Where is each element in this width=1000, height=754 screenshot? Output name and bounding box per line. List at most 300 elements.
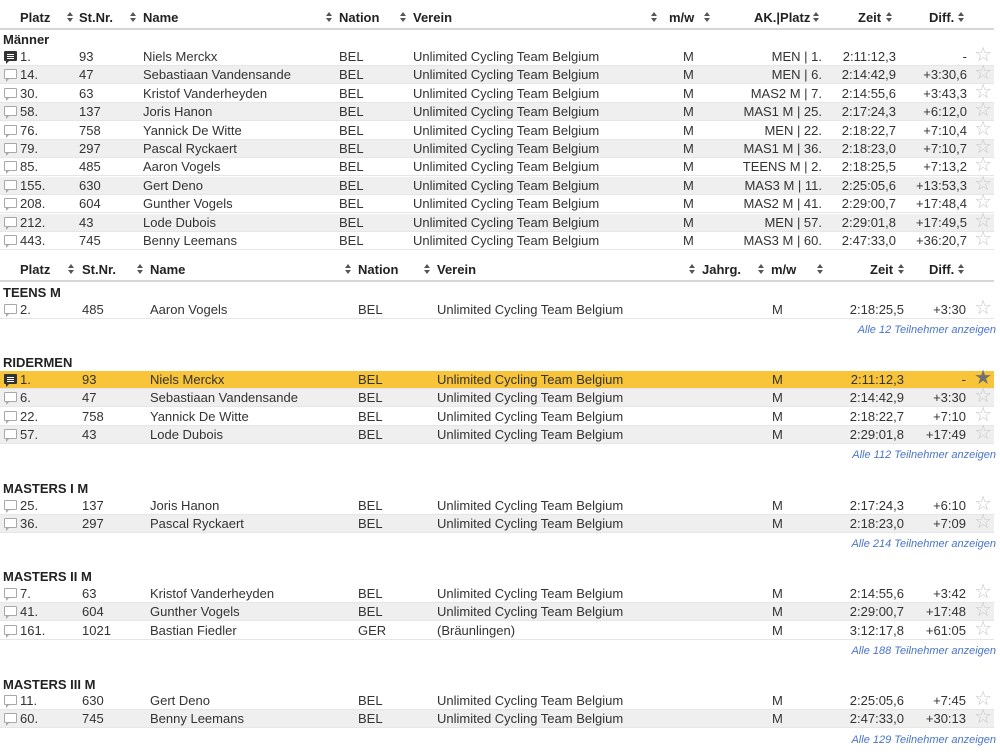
cell-mw: M [683,214,694,230]
group-title: MASTERS I M [3,481,89,496]
cell-platz: 79. [20,141,39,156]
cell-nation: BEL [339,104,364,120]
table-row[interactable] [0,191,994,214]
sort-icon[interactable] [345,264,352,275]
sort-icon[interactable] [704,12,711,23]
cell-name[interactable]: Benny Leemans [143,233,237,248]
cell-diff: +7:13,2 [923,159,967,175]
cell-nation: BEL [339,49,364,64]
cell-zeit: 2:18:25,5 [841,159,896,175]
sort-icon[interactable] [758,264,765,275]
star-icon[interactable]: ☆ [974,422,992,445]
table-row[interactable] [0,599,994,622]
sort-icon[interactable] [817,264,824,275]
cell-nation: BEL [339,122,364,138]
star-icon[interactable]: ☆ [974,403,992,426]
table-row[interactable] [0,44,994,66]
group-title: MASTERS II M [3,569,92,584]
cell-platz: 41. [20,604,39,620]
cell-verein: Unlimited Cycling Team Belgium [437,302,624,317]
cell-name[interactable]: Benny Leemans [150,711,244,727]
cell-ak-platz: MAS1 M | 25. [743,104,822,120]
cell-diff: +17:48,4 [916,196,967,212]
cell-nation: BEL [358,408,383,424]
cell-nation: BEL [358,372,383,387]
cell-platz: 25. [20,498,39,513]
cell-name[interactable]: Bastian Fiedler [150,622,237,638]
star-icon[interactable]: ☆ [974,80,992,103]
cell-ak-platz: MEN | 1. [771,49,822,64]
star-icon[interactable]: ☆ [974,385,992,408]
sort-icon[interactable] [130,12,137,23]
cell-zeit: 2:14:55,6 [849,586,904,601]
group-title: TEENS M [3,285,61,300]
cell-platz: 155. [20,177,46,193]
cell-nation: BEL [339,177,364,193]
column-header-stnr[interactable]: St.Nr. [79,10,113,25]
show-all-participants-link[interactable]: Alle 12 Teilnehmer anzeigen [857,324,996,336]
cell-zeit: 2:14:42,9 [849,390,904,406]
cell-platz: 58. [20,104,39,120]
comment-icon[interactable] [4,518,17,528]
star-icon[interactable]: ☆ [974,62,992,85]
cell-stnr: 93 [79,49,94,64]
star-icon[interactable]: ☆ [974,706,992,729]
cell-mw: M [772,390,783,406]
star-icon[interactable]: ☆ [974,44,992,66]
cell-diff: +17:48 [925,604,966,620]
cell-zeit: 2:47:33,0 [841,233,896,248]
cell-verein: Unlimited Cycling Team Belgium [437,711,624,727]
cell-diff: +7:10 [933,408,966,424]
cell-mw: M [772,302,783,317]
cell-diff: +13:53,3 [916,177,967,193]
cell-zeit: 2:18:23,0 [841,141,896,156]
cell-stnr: 604 [79,196,101,212]
comment-icon[interactable] [4,713,17,723]
column-header-zeit[interactable]: Zeit [870,262,894,277]
star-icon[interactable]: ☆ [974,99,992,122]
comment-icon[interactable] [4,625,17,635]
cell-stnr: 137 [79,104,101,120]
sort-icon[interactable] [813,12,820,23]
cell-name[interactable]: Joris Hanon [143,104,213,120]
cell-zeit: 2:18:22,7 [841,122,896,138]
cell-stnr: 485 [82,302,104,317]
cell-mw: M [772,586,783,601]
column-header-name[interactable]: Name [143,10,179,25]
cell-mw: M [772,427,783,443]
cell-nation: BEL [339,67,364,83]
cell-nation: BEL [339,159,364,175]
table-row[interactable] [0,80,994,103]
table-row[interactable] [0,581,994,603]
table-row[interactable] [0,136,994,158]
cell-stnr: 43 [82,427,97,443]
cell-name[interactable]: Joris Hanon [150,498,220,513]
cell-name[interactable]: Yannick De Witte [143,122,242,138]
show-all-participants-link[interactable]: Alle 188 Teilnehmer anzeigen [851,645,996,657]
cell-nation: BEL [358,498,383,513]
cell-platz: 36. [20,516,39,532]
cell-name[interactable]: Yannick De Witte [150,408,249,424]
cell-mw: M [683,122,694,138]
cell-nation: BEL [358,427,383,443]
cell-platz: 60. [20,711,39,727]
sort-icon[interactable] [67,12,74,23]
cell-nation: BEL [339,141,364,156]
cell-name[interactable]: Lode Dubois [150,427,223,443]
cell-stnr: 137 [82,498,104,513]
cell-platz: 6. [20,390,31,406]
cell-ak-platz: MEN | 6. [771,67,822,83]
table-row[interactable] [0,172,994,195]
cell-verein: Unlimited Cycling Team Belgium [437,604,624,620]
cell-platz: 161. [20,622,46,638]
group-title: MASTERS III M [3,677,96,692]
table-row[interactable] [0,154,994,177]
cell-zeit: 2:25:05,6 [841,177,896,193]
cell-platz: 76. [20,122,39,138]
cell-diff: +7:10,4 [923,122,967,138]
cell-mw: M [772,498,783,513]
cell-nation: GER [358,622,387,638]
cell-nation: BEL [339,233,364,248]
comment-icon[interactable] [4,606,17,616]
cell-name[interactable]: Aaron Vogels [150,302,228,317]
comment-icon[interactable] [4,88,17,98]
sort-icon[interactable] [651,12,658,23]
cell-nation: BEL [339,214,364,230]
star-icon[interactable]: ☆ [974,511,992,534]
table-row[interactable] [0,367,994,389]
cell-diff: +6:12,0 [923,104,967,120]
comment-icon[interactable] [4,180,17,190]
star-icon[interactable]: ☆ [974,297,992,319]
star-icon[interactable]: ☆ [974,228,992,250]
cell-mw: M [683,141,694,156]
cell-stnr: 297 [79,141,101,156]
cell-platz: 22. [20,408,39,424]
star-icon[interactable]: ☆ [974,581,992,603]
cell-verein: Unlimited Cycling Team Belgium [413,122,600,138]
table-row[interactable] [0,706,994,729]
cell-nation: BEL [358,586,383,601]
cell-zeit: 2:47:33,0 [849,711,904,727]
results-header-category [0,256,994,282]
cell-mw: M [772,711,783,727]
cell-platz: 212. [20,214,46,230]
star-icon[interactable]: ☆ [974,117,992,140]
cell-nation: BEL [339,196,364,212]
cell-zeit: 2:14:42,9 [841,67,896,83]
sort-icon[interactable] [886,12,893,23]
cell-verein: Unlimited Cycling Team Belgium [437,427,624,443]
column-header-jahrg[interactable]: Jahrg. [702,262,742,277]
cell-platz: 2. [20,302,31,317]
cell-name[interactable]: Pascal Ryckaert [150,516,244,532]
cell-mw: M [683,67,694,83]
cell-nation: BEL [358,302,383,317]
cell-name[interactable]: Aaron Vogels [143,159,221,175]
table-row[interactable] [0,493,994,515]
cell-platz: 85. [20,159,39,175]
cell-name[interactable]: Gert Deno [150,693,210,708]
cell-verein: Unlimited Cycling Team Belgium [413,177,600,193]
cell-diff: - [961,372,966,387]
cell-mw: M [683,233,694,248]
cell-platz: 30. [20,85,39,101]
cell-platz: 1. [20,49,31,64]
cell-mw: M [683,196,694,212]
cell-ak-platz: MAS1 M | 36. [743,141,822,156]
comment-icon[interactable] [4,695,17,705]
star-icon[interactable]: ☆ [974,191,992,214]
table-row[interactable] [0,422,994,445]
cell-verein: Unlimited Cycling Team Belgium [437,693,624,708]
cell-stnr: 1021 [82,622,111,638]
cell-platz: 7. [20,586,31,601]
cell-diff: +3:43,3 [923,85,967,101]
cell-zeit: 2:29:00,7 [849,604,904,620]
comment-icon[interactable] [4,374,17,384]
cell-name[interactable]: Niels Merckx [143,49,218,64]
column-header-nation[interactable]: Nation [358,262,399,277]
cell-mw: M [772,408,783,424]
column-header-mw[interactable]: m/w [771,262,797,277]
sort-icon[interactable] [689,264,696,275]
column-header-diff[interactable]: Diff. [929,262,955,277]
cell-diff: +36:20,7 [916,233,967,248]
cell-zeit: 2:29:01,8 [849,427,904,443]
star-icon[interactable]: ☆ [974,617,992,640]
table-row[interactable] [0,511,994,534]
column-header-name[interactable]: Name [150,262,186,277]
star-icon[interactable]: ☆ [974,209,992,232]
cell-name[interactable]: Niels Merckx [150,372,225,387]
cell-diff: +3:42 [933,586,966,601]
cell-diff: +7:09 [933,516,966,532]
cell-verein: Unlimited Cycling Team Belgium [413,214,600,230]
sort-icon[interactable] [137,264,144,275]
comment-icon[interactable] [4,500,17,510]
star-icon[interactable]: ☆ [974,493,992,515]
comment-icon[interactable] [4,411,17,421]
cell-verein: Unlimited Cycling Team Belgium [413,49,600,64]
cell-diff: +6:10 [933,498,966,513]
cell-stnr: 745 [79,233,101,248]
table-row[interactable] [0,228,994,250]
cell-name[interactable]: Pascal Ryckaert [143,141,237,156]
cell-mw: M [683,159,694,175]
comment-icon[interactable] [4,429,17,439]
cell-stnr: 47 [82,390,97,406]
column-header-nation[interactable]: Nation [339,10,380,25]
cell-platz: 14. [20,67,39,83]
cell-mw: M [683,177,694,193]
cell-diff: +7:10,7 [923,141,967,156]
column-header-zeit[interactable]: Zeit [858,10,882,25]
cell-name[interactable]: Gunther Vogels [143,196,233,212]
cell-diff: - [962,49,967,64]
cell-zeit: 2:18:22,7 [849,408,904,424]
comment-icon[interactable] [4,106,17,116]
sort-icon[interactable] [400,12,407,23]
cell-stnr: 630 [79,177,101,193]
star-icon[interactable]: ☆ [974,688,992,710]
comment-icon[interactable] [4,235,17,245]
cell-zeit: 2:29:01,8 [841,214,896,230]
cell-nation: BEL [358,390,383,406]
table-row[interactable] [0,688,994,710]
show-all-participants-link[interactable]: Alle 112 Teilnehmer anzeigen [852,449,996,461]
comment-icon[interactable] [4,217,17,227]
column-header-platz[interactable]: Platz [20,262,51,277]
star-icon[interactable]: ★ [974,367,992,389]
cell-diff: +61:05 [925,622,966,638]
star-icon[interactable]: ☆ [974,154,992,177]
cell-name[interactable]: Gert Deno [143,177,203,193]
cell-ak-platz: MAS2 M | 41. [743,196,822,212]
table-row[interactable] [0,99,994,122]
comment-icon[interactable] [4,198,17,208]
cell-stnr: 485 [79,159,101,175]
column-header-platz[interactable]: Platz [20,10,51,25]
star-icon[interactable]: ☆ [974,136,992,158]
cell-name[interactable]: Lode Dubois [143,214,216,230]
star-icon[interactable]: ☆ [974,172,992,195]
cell-stnr: 745 [82,711,104,727]
cell-mw: M [772,516,783,532]
cell-stnr: 63 [82,586,97,601]
column-header-verein[interactable]: Verein [413,10,453,25]
comment-icon[interactable] [4,392,17,402]
show-all-participants-link[interactable]: Alle 214 Teilnehmer anzeigen [851,538,996,550]
sort-icon[interactable] [326,12,333,23]
cell-diff: +30:13 [925,711,966,727]
cell-nation: BEL [358,604,383,620]
cell-stnr: 297 [82,516,104,532]
cell-verein: Unlimited Cycling Team Belgium [437,516,624,532]
sort-icon[interactable] [958,264,965,275]
cell-platz: 11. [20,693,38,708]
cell-verein: Unlimited Cycling Team Belgium [413,104,600,120]
cell-stnr: 93 [82,372,97,387]
comment-icon[interactable] [4,304,17,314]
sort-icon[interactable] [68,264,75,275]
cell-nation: BEL [358,516,383,532]
cell-stnr: 758 [82,408,104,424]
cell-mw: M [683,104,694,120]
cell-verein: Unlimited Cycling Team Belgium [413,196,600,212]
column-header-mw[interactable]: m/w [669,10,695,25]
cell-zeit: 2:18:23,0 [849,516,904,532]
table-row[interactable] [0,209,994,232]
cell-stnr: 47 [79,67,94,83]
comment-icon[interactable] [4,161,17,171]
cell-verein: Unlimited Cycling Team Belgium [413,233,600,248]
cell-mw: M [772,372,783,387]
cell-verein: Unlimited Cycling Team Belgium [437,498,624,513]
cell-ak-platz: MEN | 22. [764,122,822,138]
cell-verein: Unlimited Cycling Team Belgium [413,141,600,156]
cell-diff: +3:30 [933,302,966,317]
cell-diff: +17:49,5 [916,214,967,230]
cell-mw: M [683,85,694,101]
cell-verein: Unlimited Cycling Team Belgium [413,85,600,101]
group-title: Männer [3,32,50,47]
cell-nation: BEL [339,85,364,101]
table-row[interactable] [0,62,994,85]
table-row[interactable] [0,403,994,426]
cell-verein: Unlimited Cycling Team Belgium [437,372,624,387]
cell-diff: +17:49 [925,427,966,443]
cell-verein: Unlimited Cycling Team Belgium [413,159,600,175]
cell-name[interactable]: Kristof Vanderheyden [150,586,275,601]
table-row[interactable] [0,297,994,319]
cell-zeit: 2:14:55,6 [841,85,896,101]
cell-name[interactable]: Gunther Vogels [150,604,240,620]
comment-icon[interactable] [4,51,17,61]
column-header-ak-platz[interactable]: AK.|Platz [754,10,811,25]
comment-icon[interactable] [4,143,17,153]
star-icon[interactable]: ☆ [974,599,992,622]
cell-zeit: 2:29:00,7 [841,196,896,212]
cell-platz: 57. [20,427,39,443]
comment-icon[interactable] [4,69,17,79]
cell-ak-platz: TEENS M | 2. [742,159,822,175]
group-title: RIDERMEN [3,355,73,370]
results-header-overall [0,4,994,30]
cell-verein: Unlimited Cycling Team Belgium [437,408,624,424]
cell-name[interactable]: Sebastiaan Vandensande [150,390,298,406]
table-row[interactable] [0,385,994,408]
cell-stnr: 604 [82,604,104,620]
cell-nation: BEL [358,693,383,708]
cell-name[interactable]: Kristof Vanderheyden [143,85,268,101]
sort-icon[interactable] [898,264,905,275]
comment-icon[interactable] [4,588,17,598]
cell-diff: +3:30,6 [923,67,967,83]
cell-stnr: 63 [79,85,94,101]
cell-diff: +3:30 [933,390,966,406]
sort-icon[interactable] [958,12,965,23]
cell-diff: +7:45 [933,693,966,708]
sort-icon[interactable] [424,264,431,275]
cell-zeit: 2:11:12,3 [850,372,904,387]
comment-icon[interactable] [4,125,17,135]
column-header-verein[interactable]: Verein [437,262,477,277]
cell-stnr: 43 [79,214,94,230]
cell-stnr: 758 [79,122,101,138]
table-row[interactable] [0,117,994,140]
column-header-diff[interactable]: Diff. [929,10,955,25]
cell-name[interactable]: Sebastiaan Vandensande [143,67,291,83]
cell-mw: M [772,622,783,638]
cell-mw: M [772,604,783,620]
cell-ak-platz: MEN | 57. [764,214,822,230]
cell-zeit: 2:11:12,3 [842,49,896,64]
cell-zeit: 2:17:24,3 [849,498,904,513]
cell-stnr: 630 [82,693,104,708]
table-row[interactable] [0,617,994,640]
show-all-participants-link[interactable]: Alle 129 Teilnehmer anzeigen [851,734,996,746]
cell-platz: 1. [20,372,31,387]
cell-mw: M [683,49,694,64]
column-header-stnr[interactable]: St.Nr. [82,262,116,277]
cell-zeit: 2:17:24,3 [841,104,896,120]
cell-platz: 208. [20,196,46,212]
